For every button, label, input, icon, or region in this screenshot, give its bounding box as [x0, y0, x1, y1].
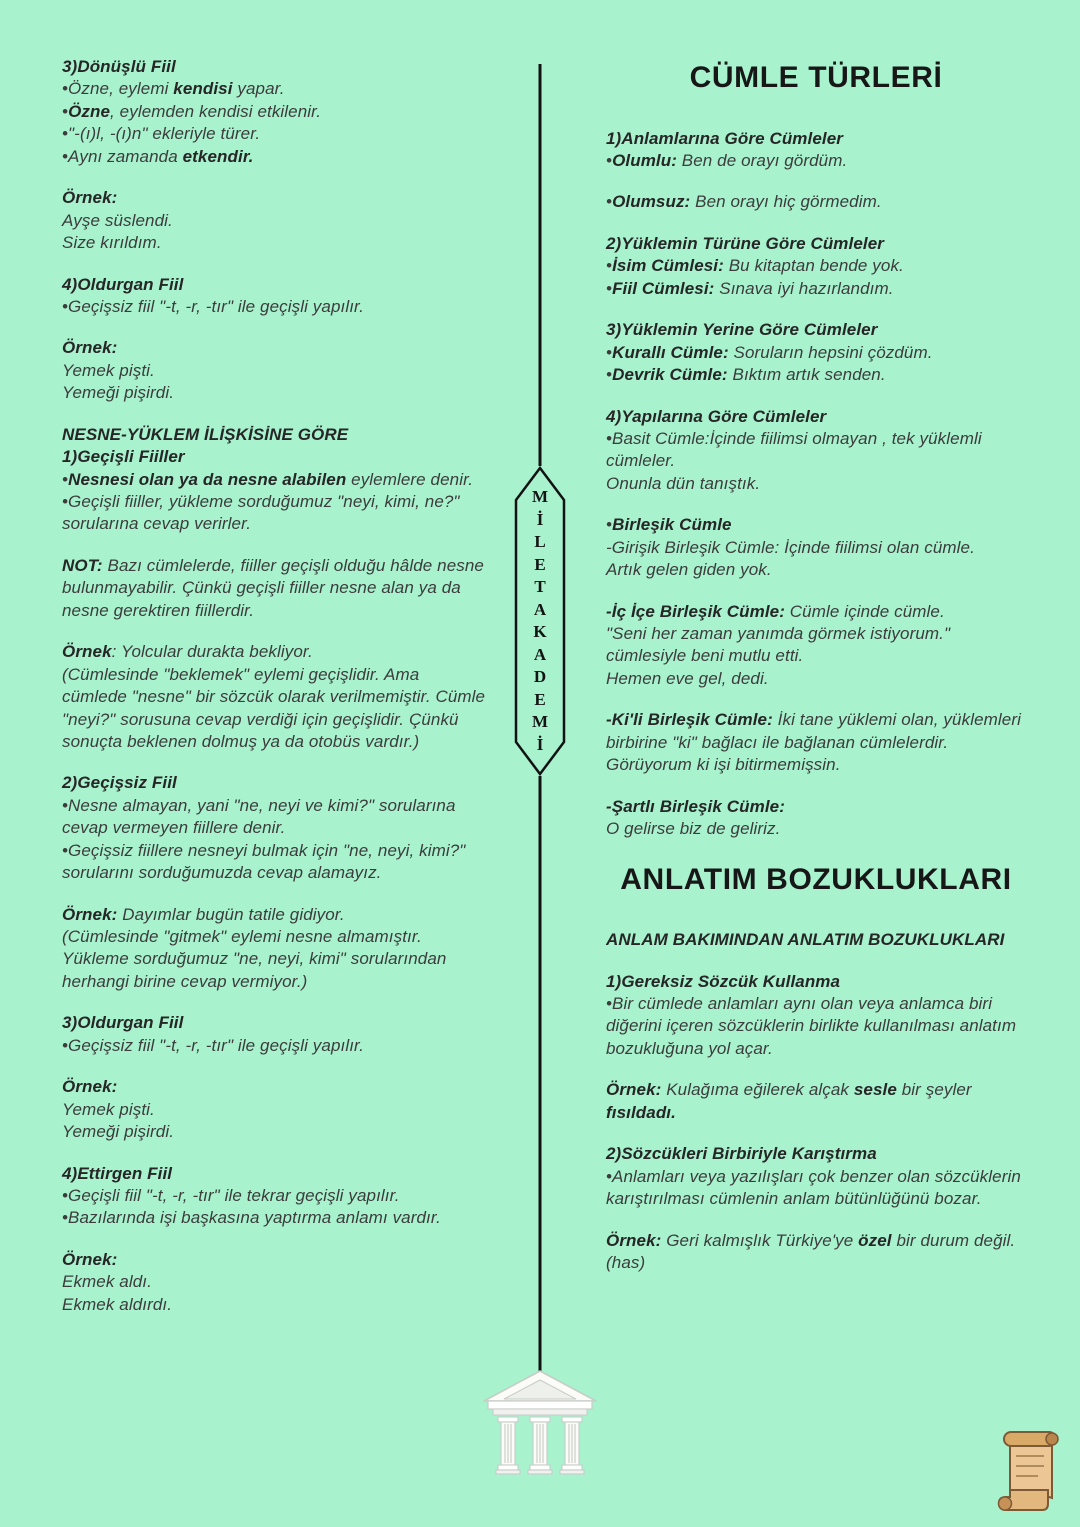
text-line: •Bir cümlede anlamları aynı olan veya anlamca biri diğerini içeren sözcüklerin birlikte kullanılması anlatım bozukluğuna yol açar.: [606, 994, 1017, 1058]
brand-letter: İ: [536, 509, 544, 529]
text-block: [62, 1249, 486, 1316]
text-block: [62, 424, 486, 536]
text-block: [62, 904, 486, 994]
text-line: 1)Gereksiz Sözcük Kullanma: [606, 971, 841, 991]
text-block: [606, 796, 1026, 841]
text-line: Görüyorum ki işi bitirmemişsin.: [606, 755, 841, 775]
vertical-divider: [514, 64, 566, 1384]
text-block: [606, 601, 1026, 691]
text-line: -İç İçe Birleşik Cümle: Cümle içinde cümle.: [606, 601, 945, 621]
text-block: [62, 641, 486, 753]
text-block: [62, 1076, 486, 1143]
text-line: Örnek: Yolcular durakta bekliyor.: [62, 642, 313, 662]
text-block: [62, 772, 486, 884]
text-line: 1)Geçişli Fiiller: [62, 447, 185, 467]
text-block: [62, 56, 486, 168]
brand-letter: D: [533, 667, 547, 686]
text-block: [606, 319, 1026, 386]
text-line: "Seni her zaman yanımda görmek istiyorum." cümlesiyle beni mutlu etti.: [606, 624, 951, 666]
text-line: •Bazılarında işi başkasına yaptırma anlamı vardır.: [62, 1208, 441, 1228]
text-line: 4)Oldurgan Fiil: [62, 274, 184, 294]
brand-badge: [514, 466, 566, 776]
text-line: •Olumsuz: Ben orayı hiç görmedim.: [606, 192, 882, 212]
text-line: •Kurallı Cümle: Soruların hepsini çözdüm.: [606, 342, 933, 362]
text-block: [62, 187, 486, 254]
text-line: 4)Yapılarına Göre Cümleler: [606, 406, 827, 426]
text-line: •Nesne almayan, yani "ne, neyi ve kimi?" sorularına cevap vermeyen fiillere denir.: [62, 795, 456, 838]
text-line: Size kırıldım.: [62, 233, 162, 253]
brand-letters: [514, 466, 566, 776]
text-block: [606, 191, 1026, 213]
text-line: Örnek: Geri kalmışlık Türkiye'ye özel bir durum değil. (has): [606, 1230, 1016, 1272]
text-block: [606, 514, 1026, 581]
text-line: Yemeği pişirdi.: [62, 383, 175, 403]
text-line: •Birleşik Cümle: [606, 515, 732, 535]
section-title: ANLATIM BOZUKLUKLARI: [620, 862, 1012, 896]
text-line: 3)Yüklemin Yerine Göre Cümleler: [606, 320, 878, 340]
text-line: •İsim Cümlesi: Bu kitaptan bende yok.: [606, 256, 904, 276]
text-line: •"-(ı)l, -(ı)n" ekleriyle türer.: [62, 124, 261, 144]
text-line: Ayşe süslendi.: [62, 210, 173, 230]
text-block: [606, 128, 1026, 173]
text-line: •Basit Cümle:İçinde fiilimsi olmayan , tek yüklemli cümleler.: [606, 428, 982, 471]
text-line: 3)Dönüşlü Fiil: [62, 57, 176, 76]
text-line: •Geçişli fiiller, yükleme sorduğumuz "neyi, kimi, ne?" sorularına cevap verirler.: [62, 492, 460, 534]
scroll-icon: [990, 1428, 1066, 1516]
section-title: CÜMLE TÜRLERİ: [689, 61, 943, 94]
text-line: •Özne, eylemden kendisi etkilenir.: [62, 101, 322, 121]
text-line: NOT: Bazı cümlelerde, fiiller geçişli olduğu hâlde nesne bulunmayabilir. Çünkü geçişli fiiller nesne alan ya da nesne gerektiren fiillerdir.: [62, 555, 484, 620]
text-block: [62, 1163, 486, 1230]
text-line: Örnek:: [62, 338, 118, 358]
brand-letter: M: [531, 712, 549, 731]
left-column: [62, 56, 486, 1335]
brand-letter: T: [534, 577, 546, 596]
text-line: Artık gelen giden yok.: [606, 560, 772, 580]
text-block: [606, 406, 1026, 496]
text-line: Örnek: Kulağıma eğilerek alçak sesle bir şeyler fısıldadı.: [606, 1080, 972, 1122]
text-line: Yemek pişti.: [62, 360, 155, 380]
text-line: Örnek:: [62, 1077, 118, 1097]
brand-letter: K: [533, 622, 547, 641]
text-line: 2)Yüklemin Türüne Göre Cümleler: [606, 233, 884, 253]
text-line: -Girişik Birleşik Cümle: İçinde fiilimsi olan cümle.: [606, 537, 975, 557]
brand-letter: İ: [536, 734, 544, 754]
text-block: [606, 233, 1026, 300]
brand-letter: L: [534, 532, 546, 551]
text-line: Hemen eve gel, dedi.: [606, 668, 769, 688]
temple-icon: [480, 1368, 600, 1478]
brand-letter: A: [533, 644, 547, 664]
text-line: •Geçişsiz fiil "-t, -r, -tır" ile geçişli yapılır.: [62, 1035, 364, 1055]
text-line: ANLAM BAKIMINDAN ANLATIM BOZUKLUKLARI: [606, 930, 1005, 950]
text-line: •Nesnesi olan ya da nesne alabilen eylemlere denir.: [62, 469, 474, 489]
text-line: Ekmek aldırdı.: [62, 1294, 173, 1314]
text-line: 2)Geçişsiz Fiil: [62, 773, 177, 793]
text-block: [606, 1079, 1026, 1124]
text-line: Onunla dün tanıştık.: [606, 473, 761, 493]
text-block: [606, 1143, 1026, 1210]
text-line: Ekmek aldı.: [62, 1272, 152, 1292]
text-line: Yemeği pişirdi.: [62, 1122, 175, 1142]
right-column: [606, 46, 1026, 1293]
text-line: -Ki'li Birleşik Cümle: İki tane yüklemi olan, yüklemleri birbirine "ki" bağlacı ile bağlanan cümlelerdir.: [606, 710, 1021, 752]
text-block: [606, 971, 1026, 1061]
brand-letter: A: [533, 599, 547, 619]
text-line: •Olumlu: Ben de orayı gördüm.: [606, 151, 848, 171]
text-line: -Şartlı Birleşik Cümle:: [606, 796, 785, 816]
text-line: •Aynı zamanda etkendir.: [62, 146, 254, 166]
text-line: 4)Ettirgen Fiil: [62, 1163, 173, 1183]
text-block: [62, 1012, 486, 1057]
text-line: •Özne, eylemi kendisi yapar.: [62, 79, 285, 99]
brand-letter: E: [534, 689, 546, 709]
text-line: •Devrik Cümle: Bıktım artık senden.: [606, 365, 886, 385]
text-line: (Cümlesinde "gitmek" eylemi nesne almamıştır. Yükleme sorduğumuz "ne, neyi, kimi" sorularından herhangi birine cevap vermiyor.): [62, 927, 447, 991]
text-block: [62, 555, 486, 622]
text-block: [606, 929, 1026, 951]
text-line: 1)Anlamlarına Göre Cümleler: [606, 128, 843, 148]
text-line: 3)Oldurgan Fiil: [62, 1013, 184, 1033]
text-block: [62, 274, 486, 319]
divider-line-top: [539, 64, 542, 466]
text-block: [606, 1230, 1026, 1275]
text-line: Örnek:: [62, 188, 118, 208]
text-line: Örnek:: [62, 1249, 118, 1269]
text-line: •Fiil Cümlesi: Sınava iyi hazırlandım.: [606, 278, 894, 298]
text-line: 2)Sözcükleri Birbiriyle Karıştırma: [606, 1144, 877, 1164]
text-line: O gelirse biz de geliriz.: [606, 819, 781, 839]
text-line: Yemek pişti.: [62, 1099, 155, 1119]
divider-line-bottom: [539, 776, 542, 1384]
text-line: Örnek: Dayımlar bugün tatile gidiyor.: [62, 904, 345, 924]
text-line: •Anlamları veya yazılışları çok benzer olan sözcüklerin karıştırılması cümlenin anlam bütünlüğünü bozar.: [606, 1166, 1021, 1209]
text-line: •Geçişsiz fiil "-t, -r, -tır" ile geçişli yapılır.: [62, 296, 364, 316]
text-line: (Cümlesinde "beklemek" eylemi geçişlidir. Ama cümlede "nesne" bir sözcük olarak verilmemiştir. Cümle "neyi?" sorusuna cevap verdiği için geçişlidir. Çünkü sonuçta beklenen dolmuş ya da otobüs vardır.): [62, 664, 486, 751]
text-block: [62, 337, 486, 404]
brand-letter: E: [534, 554, 546, 574]
text-line: •Geçişli fiil "-t, -r, -tır" ile tekrar geçişli yapılır.: [62, 1185, 400, 1205]
text-line: NESNE-YÜKLEM İLİŞKİSİNE GÖRE: [62, 424, 349, 444]
text-line: •Geçişsiz fiillere nesneyi bulmak için "ne, neyi, kimi?" sorularını sorduğumuzda cevap alamayız.: [62, 840, 466, 883]
brand-letter: M: [531, 487, 549, 506]
text-block: [606, 709, 1026, 776]
